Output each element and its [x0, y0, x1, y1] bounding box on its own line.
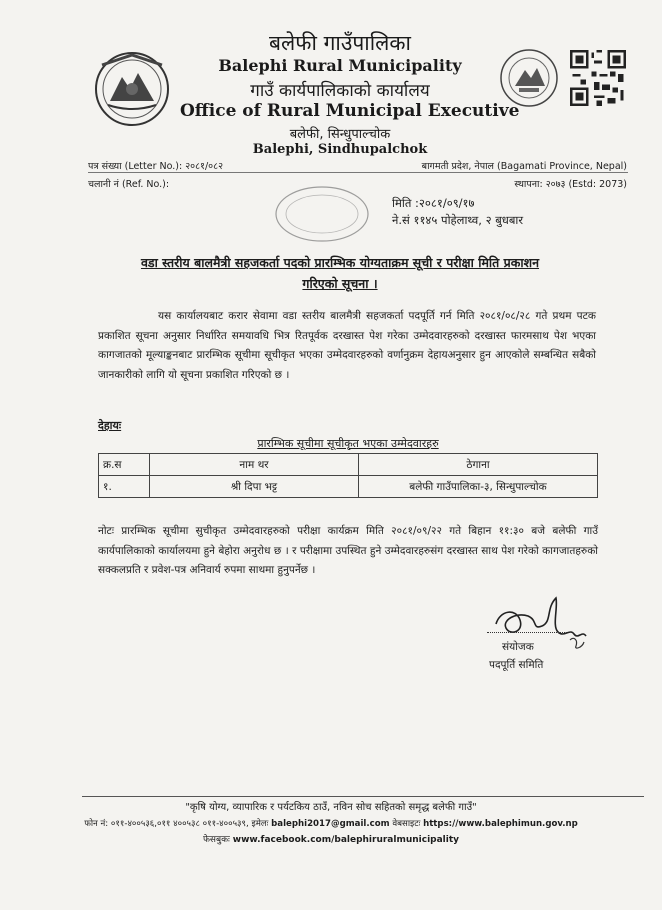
footer-divider	[82, 796, 644, 797]
signature-line	[487, 632, 567, 633]
office-name-english: Office of Rural Municipal Executive	[180, 101, 520, 121]
office-stamp-icon	[272, 183, 372, 245]
table-row	[99, 476, 598, 498]
footer-contact	[0, 817, 662, 829]
qr-code-icon	[570, 50, 626, 106]
header-name: नाम थर	[150, 454, 359, 476]
municipality-name-nepali: बलेफी गाउँपालिका	[269, 31, 411, 55]
row-sn: १.	[99, 476, 150, 498]
address-english: Balephi, Sindhupalchok	[252, 142, 428, 157]
footer-facebook	[0, 832, 662, 845]
letter-number: पत्र संख्या (Letter No.): २०८१/०८२	[88, 161, 224, 172]
note-paragraph: नोटः प्रारम्भिक सूचीमा सुचीकृत उम्मेदवारहरुको परीक्षा कार्यक्रम मिति २०८१/०९/२२ गते बिहान ११:३० बजे बलेफी गाउँ कार्यपालिकाको कार्यालयमा हुने बेहोरा अनुरोध छ । र परीक्षामा उपस्थित हुने उम्मेदवारहरुसंग दरखास्त साथ पेश गरेको कागजातहरुको सक्कलप्रति र प्रवेश-पत्र अनिवार्य रुपमा साथमा हुनुपर्नेछ ।	[98, 525, 598, 576]
footer-slogan: "कृषि योग्य, व्यापारिक र पर्यटकिय ठाउँ, नविन सोच सहितको समृद्ध बलेफी गाउँ"	[185, 802, 477, 813]
nepal-government-emblem-icon	[88, 47, 176, 129]
dehay-label: देहायः	[98, 419, 122, 432]
municipality-logo-icon	[499, 48, 559, 108]
footer-phone: फोन नं: ०११-४००५३६,०११ ४००५३८ ०११-४००५३९,	[84, 819, 249, 829]
municipality-name-english: Balephi Rural Municipality	[218, 56, 462, 75]
notice-subject	[110, 252, 570, 294]
header-divider	[88, 172, 628, 173]
footer-facebook-label: फेसबुकः	[202, 835, 230, 845]
footer-email-label: इमेलः	[251, 819, 269, 829]
footer-website-label: वेबसाइटः	[392, 819, 421, 829]
footer-website[interactable]: https://www.balephimun.gov.np	[423, 819, 578, 829]
signatory-committee: पदपूर्ति समिति	[489, 659, 544, 671]
date-bs: मिति :२०८१/०९/१७	[392, 196, 475, 210]
row-name: श्री दिपा भट्ट	[150, 476, 359, 498]
footer-facebook-link[interactable]: www.facebook.com/balephiruralmunicipality	[232, 835, 460, 845]
header-sn: क्र.स	[99, 454, 150, 476]
header-address: ठेगाना	[359, 454, 598, 476]
subject-line-2: गरिएको सूचना ।	[302, 276, 378, 291]
date-nepal-sambat: ने.सं ११४५ पोहेलाथ्व, २ बुधबार	[392, 213, 524, 227]
body-paragraph: यस कार्यालयबाट करार सेवामा वडा स्तरीय बालमैत्री सहजकर्ता पदपूर्ति गर्न मिति २०८१/०८/२८ गते प्रथम पटक प्रकाशित सूचना अनुसार निर्धारित समयावधि भित्र रितपूर्वक दरखास्त पेश गरेका उम्मेदवारहरुको दरखास्त फारमसाथ पेश भएका कागजातको मूल्याङ्कनबाट प्रारम्भिक सूचीमा सूचीकृत भएका उम्मेदवारहरुको वर्णानुक्रम देहायअनुसार हुन आएकोले सम्बन्धित सबैको जानकारीको लागि यो सूचना प्रकाशित गरिएको छ ।	[98, 310, 596, 381]
reference-number: चलानी नं (Ref. No.):	[88, 179, 170, 190]
established-label: स्थापना: २०७३ (Estd: 2073)	[514, 179, 627, 190]
candidate-table	[98, 453, 598, 498]
signatory-title: संयोजक	[502, 641, 534, 653]
row-address: बलेफी गाउँपालिका-३, सिन्धुपाल्चोक	[359, 476, 598, 498]
footer-email[interactable]: balephi2017@gmail.com	[271, 819, 390, 829]
address-nepali: बलेफी, सिन्धुपाल्चोक	[289, 127, 391, 142]
table-caption: प्रारम्भिक सूचीमा सूचीकृत भएका उम्मेदवारहरु	[257, 437, 439, 450]
table-header-row	[99, 454, 598, 476]
office-name-nepali: गाउँ कार्यपालिकाको कार्यालय	[250, 81, 430, 101]
province-label: बागमती प्रदेश, नेपाल (Bagamati Province, Nepal)	[421, 161, 627, 172]
subject-line-1: वडा स्तरीय बालमैत्री सहजकर्ता पदको प्रारम्भिक योग्यताक्रम सूची र परीक्षा मिति प्रकाशन	[140, 255, 540, 270]
